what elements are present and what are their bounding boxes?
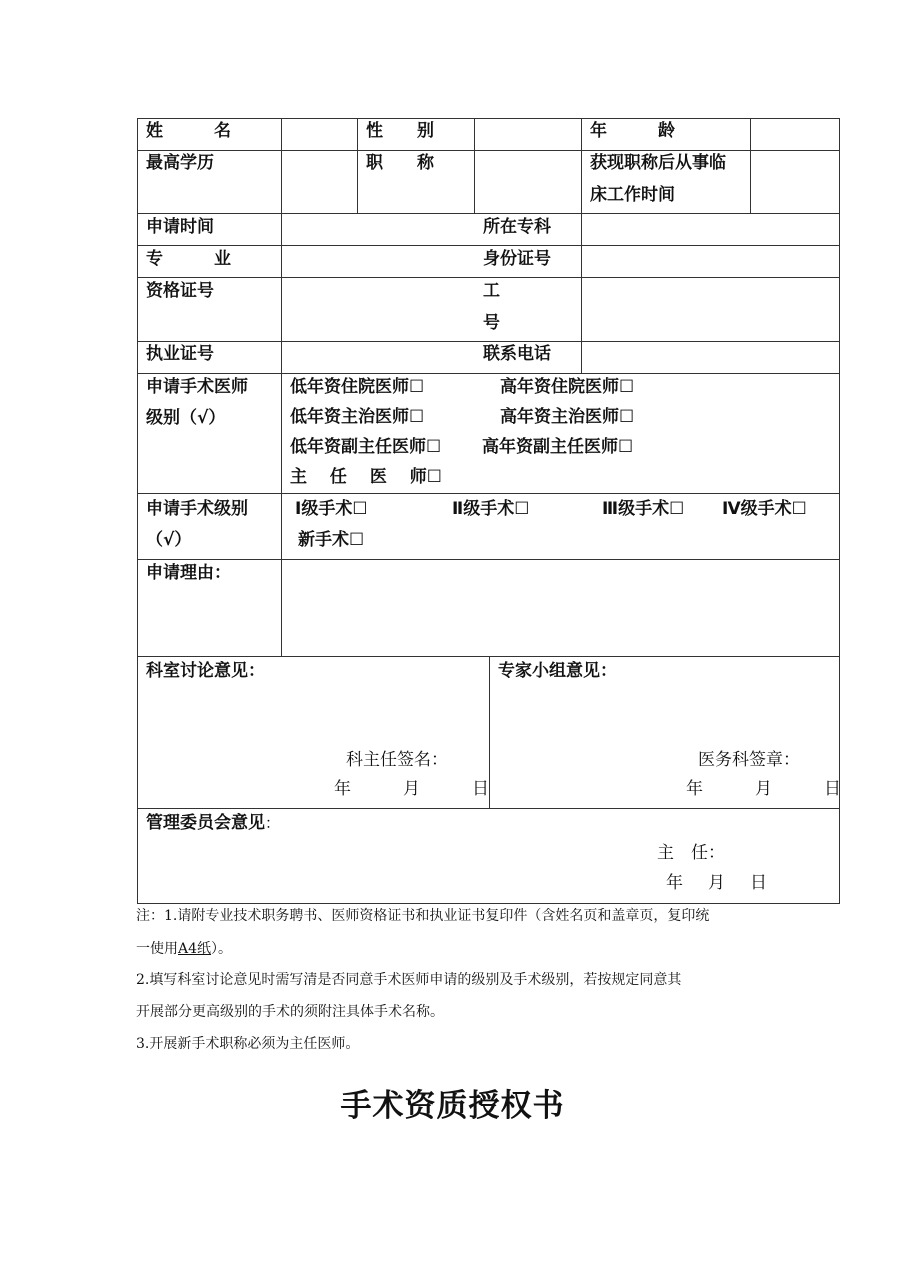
doctor-level-option[interactable]: 高年资住院医师☐ bbox=[500, 377, 635, 397]
table-border-left bbox=[137, 118, 138, 904]
table-row-line bbox=[137, 150, 840, 151]
surgery-level-label: 申请手术级别 bbox=[146, 499, 248, 519]
note-1-end: ）。 bbox=[211, 941, 233, 957]
doctor-level-label-cont: 级别（√） bbox=[146, 408, 226, 428]
gender-label: 性 别 bbox=[366, 121, 434, 141]
doctor-level-option[interactable]: 低年资副主任医师☐ bbox=[290, 437, 442, 457]
doctor-level-option[interactable]: 高年资副主任医师☐ bbox=[482, 437, 634, 457]
table-row-line bbox=[137, 373, 840, 374]
surgery-level-option[interactable]: 新手术☐ bbox=[298, 530, 365, 550]
medical-dept-seal-label: 医务科签章： bbox=[698, 750, 800, 770]
table-row-line bbox=[137, 213, 840, 214]
note-1: 注：1.请附专业技术职务聘书、医师资格证书和执业证书复印件（含姓名页和盖章页，复印统 bbox=[136, 908, 710, 924]
surgery-level-option[interactable]: Ⅲ级手术☐ bbox=[602, 499, 685, 519]
table-col-line bbox=[750, 118, 751, 213]
reason-field[interactable] bbox=[282, 560, 839, 656]
surgery-level-label-cont: （√） bbox=[146, 530, 192, 550]
doctor-level-label: 申请手术医师 bbox=[146, 377, 248, 397]
surgery-level-option[interactable]: Ⅰ级手术☐ bbox=[295, 499, 368, 519]
doctor-level-option[interactable]: 主 任 医 师☐ bbox=[290, 467, 442, 487]
note-1-cont bbox=[136, 940, 232, 958]
specialty-label: 所在专科 bbox=[483, 217, 551, 237]
note-1-text: 一使用 bbox=[136, 941, 178, 957]
age-label: 年 龄 bbox=[590, 121, 675, 141]
surgery-level-option[interactable]: Ⅳ级手术☐ bbox=[722, 499, 807, 519]
apply-time-label: 申请时间 bbox=[146, 217, 214, 237]
committee-opinion-text: 管理委员会意见 bbox=[146, 813, 265, 833]
table-border-bottom bbox=[137, 903, 840, 904]
id-number-label: 身份证号 bbox=[483, 249, 551, 269]
table-col-line bbox=[581, 118, 582, 373]
dept-director-signature-label: 科主任签名： bbox=[346, 750, 448, 770]
note-2-cont: 开展部分更高级别的手术的须附注具体手术名称。 bbox=[136, 1004, 444, 1020]
expert-opinion-label: 专家小组意见： bbox=[498, 661, 617, 681]
committee-opinion-colon: ： bbox=[265, 814, 281, 832]
surgery-level-option[interactable]: Ⅱ级手术☐ bbox=[452, 499, 530, 519]
note-1-paper-size: A4纸 bbox=[178, 941, 212, 957]
table-border-top bbox=[137, 118, 840, 119]
doctor-level-option[interactable]: 高年资主治医师☐ bbox=[500, 407, 635, 427]
table-row-line bbox=[137, 245, 840, 246]
doctor-level-option[interactable]: 低年资住院医师☐ bbox=[290, 377, 425, 397]
dept-opinion-date: 年 月 日 bbox=[334, 779, 495, 799]
employee-number-label: 工 bbox=[483, 281, 500, 301]
title-label: 职 称 bbox=[366, 153, 434, 173]
employee-number-label-cont: 号 bbox=[483, 313, 500, 333]
committee-opinion-label bbox=[146, 813, 280, 833]
note-3: 3.开展新手术职称必须为主任医师。 bbox=[136, 1036, 360, 1052]
table-col-line bbox=[357, 118, 358, 213]
phone-label: 联系电话 bbox=[483, 344, 551, 364]
expert-opinion-date: 年 月 日 bbox=[686, 779, 847, 799]
doctor-level-option[interactable]: 低年资主治医师☐ bbox=[290, 407, 425, 427]
reason-label: 申请理由： bbox=[146, 563, 231, 583]
table-row-line bbox=[137, 493, 840, 494]
note-2: 2.填写科室讨论意见时需写清是否同意手术医师申请的级别及手术级别，若按规定同意其 bbox=[136, 972, 682, 988]
cert-number-label: 资格证号 bbox=[146, 281, 214, 301]
table-row-line bbox=[137, 808, 840, 809]
committee-opinion-date: 年 月 日 bbox=[666, 873, 771, 893]
table-col-line bbox=[474, 118, 475, 213]
committee-director-label: 主 任： bbox=[657, 843, 725, 863]
table-row-line bbox=[137, 341, 840, 342]
table-row-line bbox=[137, 277, 840, 278]
document-title: 手术资质授权书 bbox=[340, 1088, 565, 1124]
major-label: 专 业 bbox=[146, 249, 231, 269]
clinical-time-label: 获现职称后从事临 bbox=[590, 153, 726, 173]
education-label: 最高学历 bbox=[146, 153, 214, 173]
dept-opinion-label: 科室讨论意见： bbox=[146, 661, 265, 681]
clinical-time-label-cont: 床工作时间 bbox=[590, 185, 675, 205]
practice-number-label: 执业证号 bbox=[146, 344, 214, 364]
name-label: 姓 名 bbox=[146, 121, 231, 141]
